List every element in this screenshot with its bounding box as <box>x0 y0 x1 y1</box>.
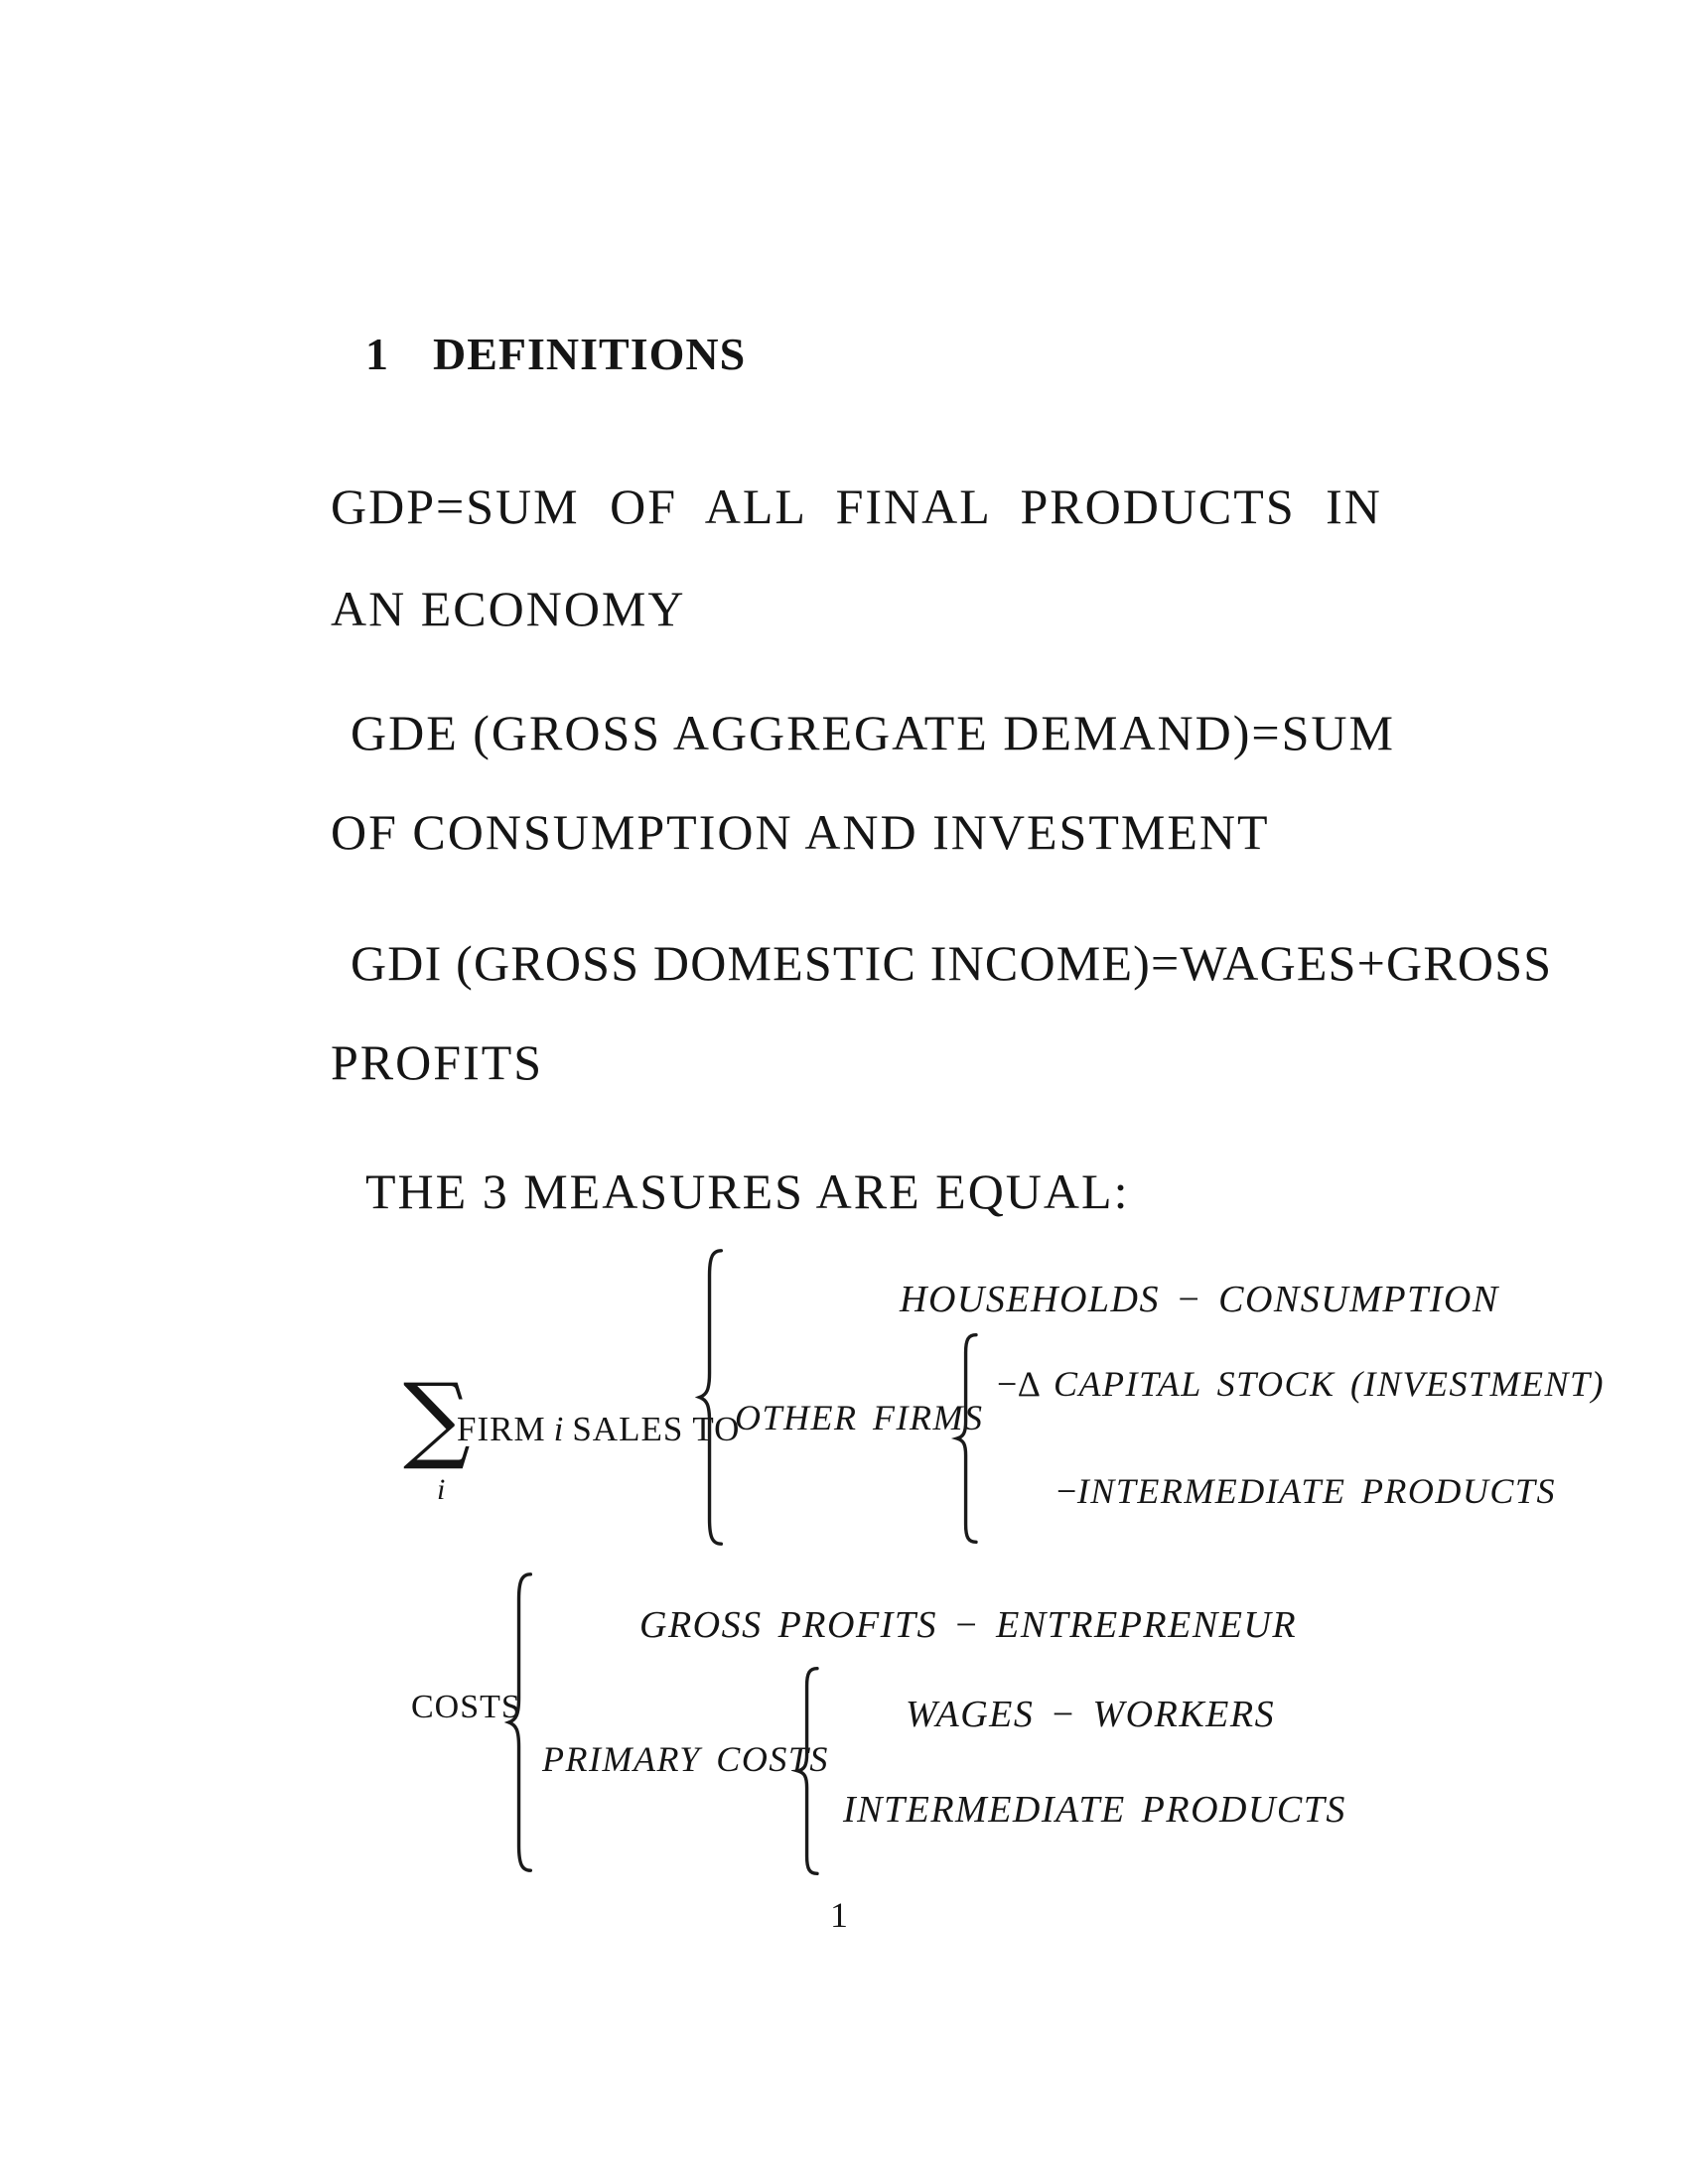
paragraph-gde-line2: OF CONSUMPTION AND INVESTMENT <box>331 804 1270 860</box>
page-number: 1 <box>830 1895 848 1935</box>
firm-index: i <box>553 1410 565 1448</box>
section-title: DEFINITIONS <box>433 329 747 379</box>
left-curly-brace-costs-outer <box>502 1570 536 1874</box>
section-heading <box>365 328 746 380</box>
wages-workers-branch: WAGES − WORKERS <box>906 1694 1276 1735</box>
left-curly-brace-primary-costs <box>792 1666 822 1876</box>
minus-prefix: − <box>1056 1471 1077 1511</box>
left-curly-brace-other-firms <box>951 1332 981 1545</box>
left-curly-brace-sales-outer <box>693 1247 727 1548</box>
other-firms-label: OTHER FIRMS <box>735 1398 984 1437</box>
intermediate-products-text-sales: INTERMEDIATE PRODUCTS <box>1076 1471 1556 1511</box>
capital-stock-branch <box>997 1364 1605 1405</box>
summation-symbol: ∑ <box>403 1364 471 1473</box>
primary-costs-label: PRIMARY COSTS <box>542 1739 829 1779</box>
firm-label: FIRM <box>457 1410 546 1448</box>
summation-index: i <box>437 1473 446 1506</box>
capital-stock-text: CAPITAL STOCK (INVESTMENT) <box>1053 1364 1606 1404</box>
intermediate-products-branch-sales <box>1056 1471 1556 1512</box>
paragraph-gde-line1: GDE (GROSS AGGREGATE DEMAND)=SUM <box>351 705 1395 760</box>
paragraph-gdi-line2: PROFITS <box>331 1034 544 1090</box>
paragraph-measures-equal: THE 3 MEASURES ARE EQUAL: <box>365 1163 1130 1219</box>
paragraph-gdp-line2: AN ECONOMY <box>331 581 686 636</box>
costs-label: COSTS <box>411 1689 521 1725</box>
paragraph-gdi-line1: GDI (GROSS DOMESTIC INCOME)=WAGES+GROSS <box>351 935 1553 991</box>
minus-delta-prefix: −Δ <box>997 1364 1054 1404</box>
households-consumption-branch: HOUSEHOLDS − CONSUMPTION <box>900 1279 1499 1320</box>
intermediate-products-branch-costs: INTERMEDIATE PRODUCTS <box>843 1789 1346 1831</box>
gross-profits-branch: GROSS PROFITS − ENTREPRENEUR <box>639 1604 1298 1646</box>
section-number: 1 <box>365 329 389 379</box>
paragraph-gdp-line1: GDP=SUM OF ALL FINAL PRODUCTS IN <box>331 478 1382 534</box>
sales-to-label: SALES TO <box>572 1410 741 1448</box>
